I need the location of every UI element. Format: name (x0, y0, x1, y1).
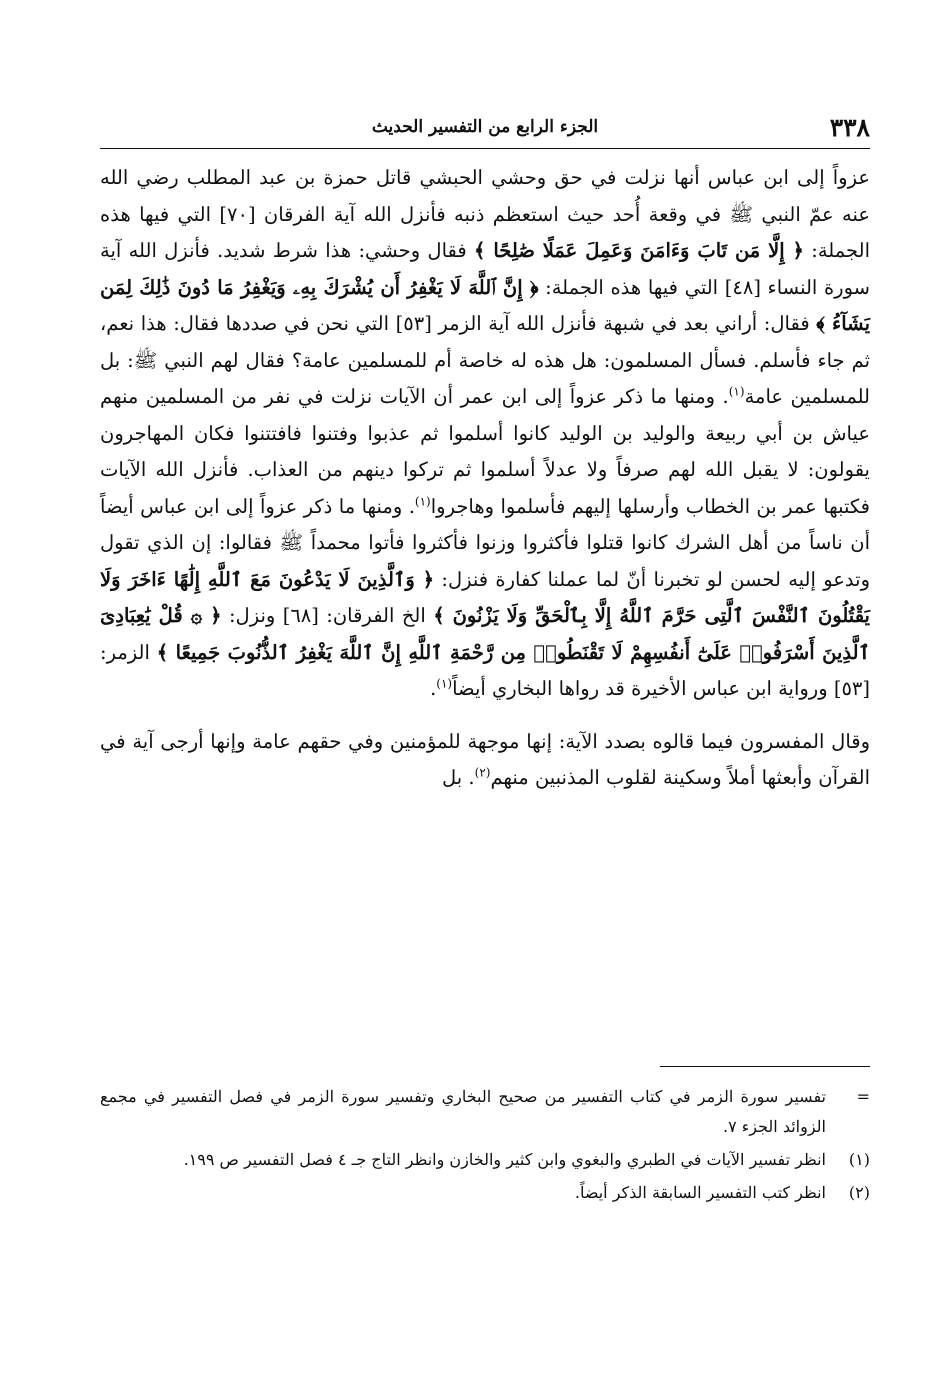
quran-verse-zumar-53: ﴿ ۞ قُلْ يَٰعِبَادِىَ ٱلَّذِينَ أَسْرَفُوا۟ عَلَىٰٓ أَنفُسِهِمْ لَا تَقْنَطُوا۟ مِن رَّحْمَةِ ٱللَّهِ إِنَّ ٱللَّهَ يَغْفِرُ ٱلذُّنُوبَ جَمِيعًا ﴾ (100, 604, 870, 664)
paragraph-1 (100, 160, 870, 708)
footnote-reference: (١) (436, 676, 453, 691)
footnote-marker: (١) (848, 1150, 870, 1169)
main-text (100, 160, 870, 797)
footnote-text: انظر كتب التفسير السابقة الذكر أيضاً. (574, 1183, 826, 1202)
footnote-reference: (١) (414, 494, 431, 508)
header-rule (100, 148, 870, 149)
footnotes (100, 1082, 870, 1211)
footnote-continuation (100, 1082, 870, 1142)
footnote-marker: = (856, 1087, 870, 1106)
footnote-text: تفسير سورة الزمر في كتاب التفسير من صحيح البخاري وتفسير سورة الزمر في فصل التفسير في مجمع الزوائد الجزء ٧. (100, 1087, 826, 1136)
text-segment: . (430, 677, 437, 700)
footnote-1 (100, 1145, 870, 1175)
text-segment: . ومنها ما ذكر عزواً إلى ابن عباس أيضاً أن ناساً من أهل الشرك كانوا قتلوا فأكثروا وزنوا فأكثروا فأتوا محمداً ﷺ فقالوا: إن الذي تقول وتدعو إليه لحسن لو تخبرنا أنّ لما عملنا كفارة فنزل: (100, 494, 870, 591)
text-segment: . ومنها ما ذكر عزواً إلى ابن عمر أن الآيات نزلت في نفر من المسلمين منهم عياش بن أبي ربيعة والوليد بن الوليد كانوا أسلموا ثم عذبوا وفتنوا فافتتنوا فكان المهاجرون يقولون: لا يقبل الله لهم صرفاً ولا عدلاً أسلموا ثم تركوا دينهم من العذاب. فأنزل الله الآيات فكتبها عمر بن الخطاب وأرسلها إليهم فأسلموا وهاجروا (100, 385, 870, 518)
text-segment: الزمر: [٥٣] ورواية ابن عباس الأخيرة قد رواها البخاري أيضاً (100, 640, 870, 700)
page-header (100, 108, 870, 148)
page-number: ٣٣٨ (829, 113, 870, 142)
footnote-reference: (٢) (474, 765, 491, 780)
text-segment: الخ الفرقان: [٦٨] ونزل: (228, 604, 426, 627)
footnote-2 (100, 1178, 870, 1208)
text-segment: فقال: أراني بعد في شبهة فأنزل الله آية الزمر [٥٣] التي نحن في صددها فقال: هذا نعم، ثم جاء فأسلم. فسأل المسلمون: هل هذه له خاصة أم للمسلمين عامة؟ فقال لهم النبي ﷺ: بل للمسلمين عامة (100, 312, 870, 408)
text-segment: فقال وحشي: هذا شرط شديد. فأنزل الله آية سورة النساء [٤٨] التي فيها هذه الجملة: (100, 239, 870, 299)
paragraph-2 (100, 724, 870, 797)
running-title: الجزء الرابع من التفسير الحديث (371, 117, 599, 137)
footnote-reference: (١) (728, 384, 745, 399)
footnote-rule (660, 1066, 870, 1067)
footnote-text: انظر تفسير الآيات في الطبري والبغوي وابن كثير والخازن وانظر التاج جـ ٤ فصل التفسير ص ١٩٩. (183, 1150, 826, 1169)
footnote-marker: (٢) (848, 1183, 870, 1202)
quran-verse-nisa-48: ﴿ إِنَّ ٱللَّهَ لَا يَغْفِرُ أَن يُشْرَكَ بِهِۦ وَيَغْفِرُ مَا دُونَ ذَٰلِكَ لِمَن يَشَآءُ ﴾ (100, 275, 870, 335)
quran-verse-furqan-68: ﴿ وَٱلَّذِينَ لَا يَدْعُونَ مَعَ ٱللَّهِ إِلَٰهًا ءَاخَرَ وَلَا يَقْتُلُونَ ٱلنَّفْسَ ٱلَّتِى حَرَّمَ ٱللَّهُ إِلَّا بِٱلْحَقِّ وَلَا يَزْنُونَ ﴾ (100, 567, 870, 627)
text-segment: . بل (442, 766, 475, 789)
quran-verse-furqan-70: ﴿ إِلَّا مَن تَابَ وَءَامَنَ وَعَمِلَ عَمَلًا صَٰلِحًا ﴾ (474, 239, 804, 262)
text-segment: عزواً إلى ابن عباس أنها نزلت في حق وحشي الحبشي قاتل حمزة بن عبد المطلب رضي الله عنه عمّ النبي ﷺ في وقعة أُحد حيث استعظم ذنبه فأنزل الله آية الفرقان [٧٠] التي فيها هذه الجملة: (100, 166, 870, 262)
text-segment: وقال المفسرون فيما قالوه بصدد الآية: إنها موجهة للمؤمنين وفي حقهم عامة وإنها أرجى آية في القرآن وأبعثها أملاً وسكينة لقلوب المذنبين منهم (100, 729, 870, 789)
